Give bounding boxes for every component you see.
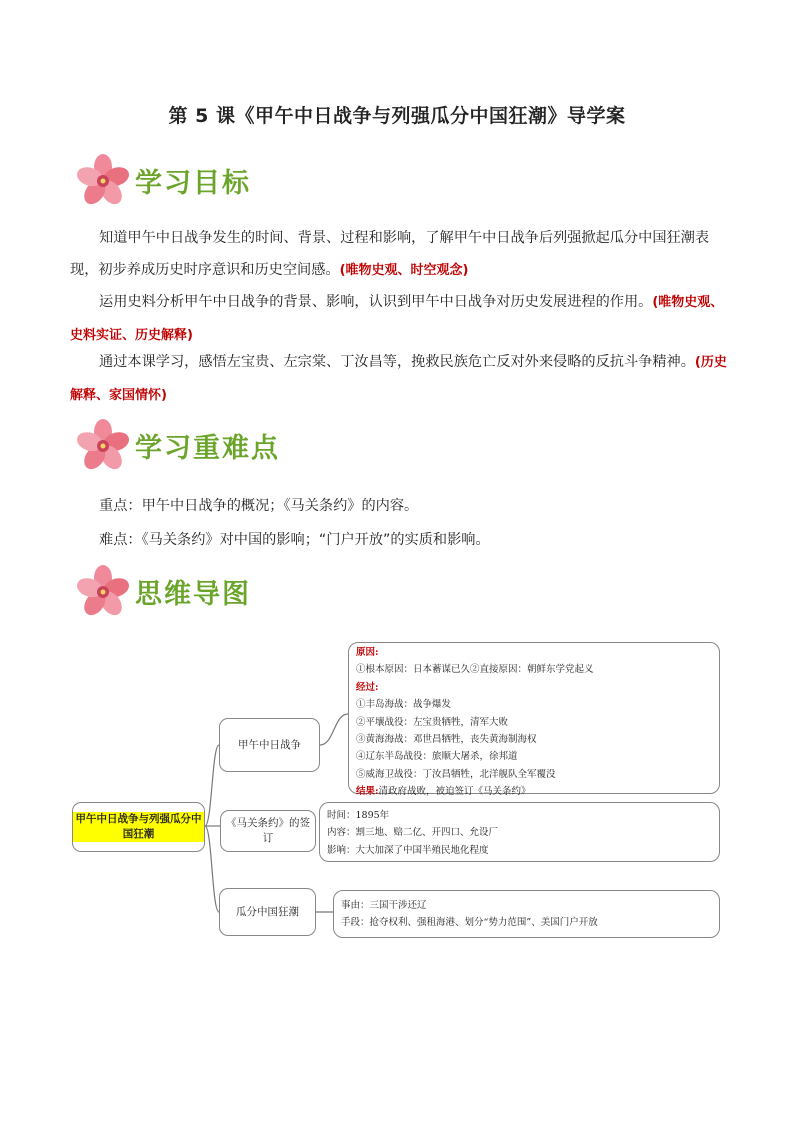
battle-item: ④辽东半岛战役：旅顺大屠杀，徐邦道 [356, 751, 518, 763]
objective-text: 运用史料分析甲午中日战争的背景、影响，认识到甲午中日战争对历史发展进程的作用。 [99, 294, 653, 310]
branch-label: 瓜分中国狂潮 [236, 905, 299, 918]
flower-icon [74, 563, 132, 621]
objective-paragraph-2 [70, 286, 730, 352]
partition-means: 手段：抢夺权利、强租海港、划分“势力范围”、美国门户开放 [341, 917, 598, 929]
key-point: 重点：甲午中日战争的概况；《马关条约》的内容。 [99, 498, 419, 514]
mindmap-root-node [72, 802, 205, 852]
flower-icon [74, 152, 132, 210]
objective-paragraph-1 [70, 222, 730, 287]
section-label: 学习重难点 [135, 433, 280, 464]
branch-label: 《马关条约》的签订 [226, 817, 310, 844]
battle-item: ③黄海海战：邓世昌牺牲，丧失黄海制海权 [356, 734, 537, 746]
branch-partition-node [219, 888, 316, 936]
partition-event: 事由：三国干涉还辽 [341, 900, 427, 911]
section-label: 学习目标 [135, 168, 251, 199]
result-label: 结果: [356, 786, 379, 798]
war-detail-box [348, 642, 720, 798]
battle-item: ②平壤战役：左宝贵牺牲，清军大败 [356, 716, 509, 728]
result-text: 清政府战败，被迫签订《马关条约》 [378, 786, 531, 798]
section-label: 思维导图 [135, 579, 251, 610]
objective-paragraph-3 [70, 346, 730, 412]
process-label: 经过: [356, 681, 379, 693]
objective-tag: (唯物史观、时空观念) [339, 263, 469, 278]
branch-war-node [219, 718, 320, 772]
battle-item: ⑤威海卫战役：丁汝昌牺牲，北洋舰队全军覆没 [356, 768, 556, 780]
treaty-detail-box [319, 802, 720, 862]
objective-text: 知道甲午中日战争发生的时间、背景、过程和影响，了解甲午中日战争后列强掀起瓜分中国狂潮表现，初步养成历史时序意识和历史空间感。 [70, 230, 710, 278]
objective-tag: (历史解释、家国情怀) [70, 355, 727, 403]
difficult-point: 难点：《马关条约》对中国的影响；“门户开放”的实质和影响。 [99, 532, 490, 548]
page-title: 第 5 课《甲午中日战争与列强瓜分中国狂潮》导学案 [168, 105, 626, 127]
flower-icon [74, 417, 132, 475]
treaty-content: 内容：割三地、赔二亿、开四口、允设厂 [327, 827, 499, 839]
treaty-impact: 影响：大大加深了中国半殖民地化程度 [327, 844, 489, 856]
branch-treaty-node [220, 810, 316, 852]
cause-text: ①根本原因：日本蓄谋已久②直接原因：朝鲜东学党起义 [356, 664, 594, 676]
treaty-time: 时间：1895年 [327, 810, 390, 821]
cause-label: 原因: [356, 647, 379, 658]
partition-detail-box [333, 890, 720, 938]
mindmap-root-label: 甲午中日战争与列强瓜分中国狂潮 [73, 812, 204, 842]
objective-tag: (唯物史观、史料实证、历史解释) [70, 295, 724, 343]
branch-label: 甲午中日战争 [238, 738, 301, 751]
battle-item: ①丰岛海战：战争爆发 [356, 699, 452, 711]
objective-text: 通过本课学习，感悟左宝贵、左宗棠、丁汝昌等，挽救民族危亡反对外来侵略的反抗斗争精神。 [99, 354, 695, 370]
